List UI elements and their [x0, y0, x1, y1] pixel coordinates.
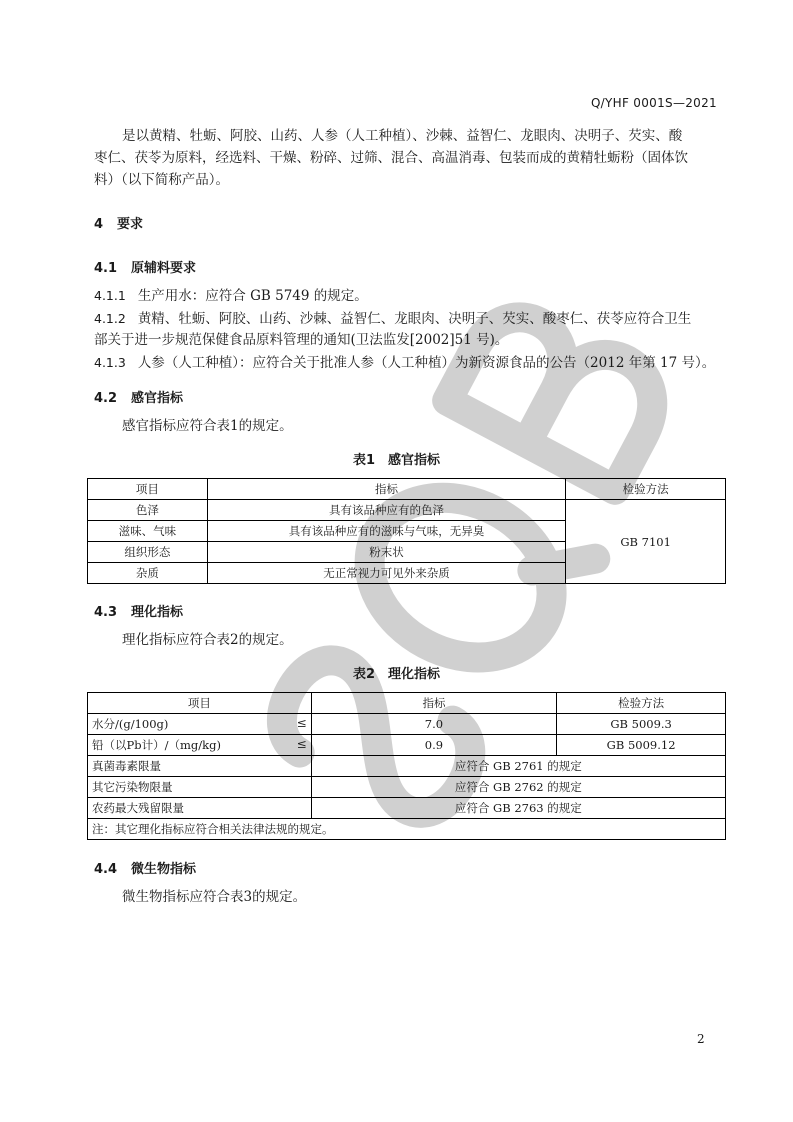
table-cell: 应符合 GB 2761 的规定: [311, 756, 725, 777]
item-label: 铅（以Pb计）/（mg/kg): [92, 738, 221, 752]
table-cell: 具有该品种应有的色泽: [207, 500, 565, 521]
item-label: 水分/(g/100g): [92, 717, 169, 731]
section-4-4-heading: [94, 858, 196, 877]
clause-number: 4.1.2: [94, 311, 126, 326]
table-cell: 真菌毒素限量: [88, 756, 312, 777]
section-4-heading: [94, 213, 143, 232]
section-title: 感官指标: [131, 391, 184, 406]
clause-text: 黄精、牡蛎、阿胶、山药、沙棘、益智仁、龙眼肉、决明子、芡实、酸枣仁、茯苓应符合卫生: [137, 311, 692, 327]
table-cell: 应符合 GB 2762 的规定: [311, 777, 725, 798]
clause-number: 4.1.1: [94, 288, 126, 303]
section-title: 要求: [117, 217, 144, 232]
clause-number: 4.1.3: [94, 355, 126, 370]
section-number: 4: [94, 217, 104, 232]
table-row: [88, 714, 726, 735]
table-cell: 杂质: [88, 563, 208, 584]
le-symbol: ≤: [296, 716, 307, 730]
table-cell: 色泽: [88, 500, 208, 521]
table-cell: 农药最大残留限量: [88, 798, 312, 819]
intro-line-2: 枣仁、茯苓为原料，经选料、干燥、粉碎、过筛、混合、高温消毒、包装而成的黄精牡蛎粉（固体饮: [94, 150, 688, 166]
table-cell: 其它污染物限量: [88, 777, 312, 798]
table-row: [88, 756, 726, 777]
table-row: [88, 777, 726, 798]
clause-4-1-2: [94, 309, 691, 329]
table-cell-method: GB 7101: [566, 500, 726, 584]
table-header-cell: 项目: [88, 693, 312, 714]
table-cell: 具有该品种应有的滋味与气味，无异臭: [207, 521, 565, 542]
intro-line-3: 料）（以下简称产品）。: [94, 172, 229, 188]
table-note: 注：其它理化指标应符合相关法律法规的规定。: [88, 819, 726, 840]
section-title: 微生物指标: [131, 862, 197, 877]
table-header-cell: 项目: [88, 479, 208, 500]
table-row: [88, 735, 726, 756]
table-cell: GB 5009.3: [557, 714, 726, 735]
section-number: 4.4: [94, 862, 118, 877]
section-title: 理化指标: [131, 605, 184, 620]
table-header-cell: 指标: [207, 479, 565, 500]
table-cell: GB 5009.12: [557, 735, 726, 756]
table-header-cell: 指标: [311, 693, 557, 714]
section-number: 4.3: [94, 605, 118, 620]
table-cell: 无正常视力可见外来杂质: [207, 563, 565, 584]
table-2-caption: 表2 理化指标: [352, 667, 441, 682]
table-cell: 7.0: [311, 714, 557, 735]
section-4-3-heading: [94, 601, 183, 620]
section-title: 原辅料要求: [131, 261, 197, 276]
section-4-4-text: 微生物指标应符合表3的规定。: [122, 889, 307, 905]
section-4-3-text: 理化指标应符合表2的规定。: [122, 632, 293, 648]
clause-4-1-3: [94, 353, 715, 373]
clause-text: 人参（人工种植）：应符合关于批准人参（人工种植）为新资源食品的公告（2012 年第 17 号）。: [137, 355, 716, 371]
table-header-row: [88, 479, 726, 500]
table-cell: [88, 714, 312, 735]
table-header-cell: 检验方法: [566, 479, 726, 500]
table-cell: 应符合 GB 2763 的规定: [311, 798, 725, 819]
table-header-row: [88, 693, 726, 714]
table-cell: 滋味、气味: [88, 521, 208, 542]
le-symbol: ≤: [296, 737, 307, 751]
section-4-2-heading: [94, 387, 183, 406]
table-cell: 0.9: [311, 735, 557, 756]
section-4-2-text: 感官指标应符合表1的规定。: [122, 418, 293, 434]
table-2-physicochemical: [87, 692, 726, 840]
page-number: 2: [697, 1032, 705, 1046]
clause-text: 生产用水：应符合 GB 5749 的规定。: [137, 288, 368, 304]
table-1-sensory: [87, 478, 726, 584]
document-code: Q/YHF 0001S—2021: [590, 96, 717, 110]
table-cell: 组织形态: [88, 542, 208, 563]
table-cell: [88, 735, 312, 756]
table-row: [88, 500, 726, 521]
clause-4-1-2-cont: 部关于进一步规范保健食品原料管理的通知(卫法监发[2002]51 号)。: [94, 332, 509, 348]
section-number: 4.1: [94, 261, 118, 276]
table-row: [88, 798, 726, 819]
section-number: 4.2: [94, 391, 118, 406]
section-4-1-heading: [94, 257, 196, 276]
clause-4-1-1: [94, 286, 368, 306]
table-header-cell: 检验方法: [557, 693, 726, 714]
intro-line-1: 是以黄精、牡蛎、阿胶、山药、人参（人工种植）、沙棘、益智仁、龙眼肉、决明子、芡实、酸: [122, 128, 683, 144]
table-1-caption: 表1 感官指标: [352, 453, 441, 468]
table-note-row: [88, 819, 726, 840]
table-cell: 粉末状: [207, 542, 565, 563]
